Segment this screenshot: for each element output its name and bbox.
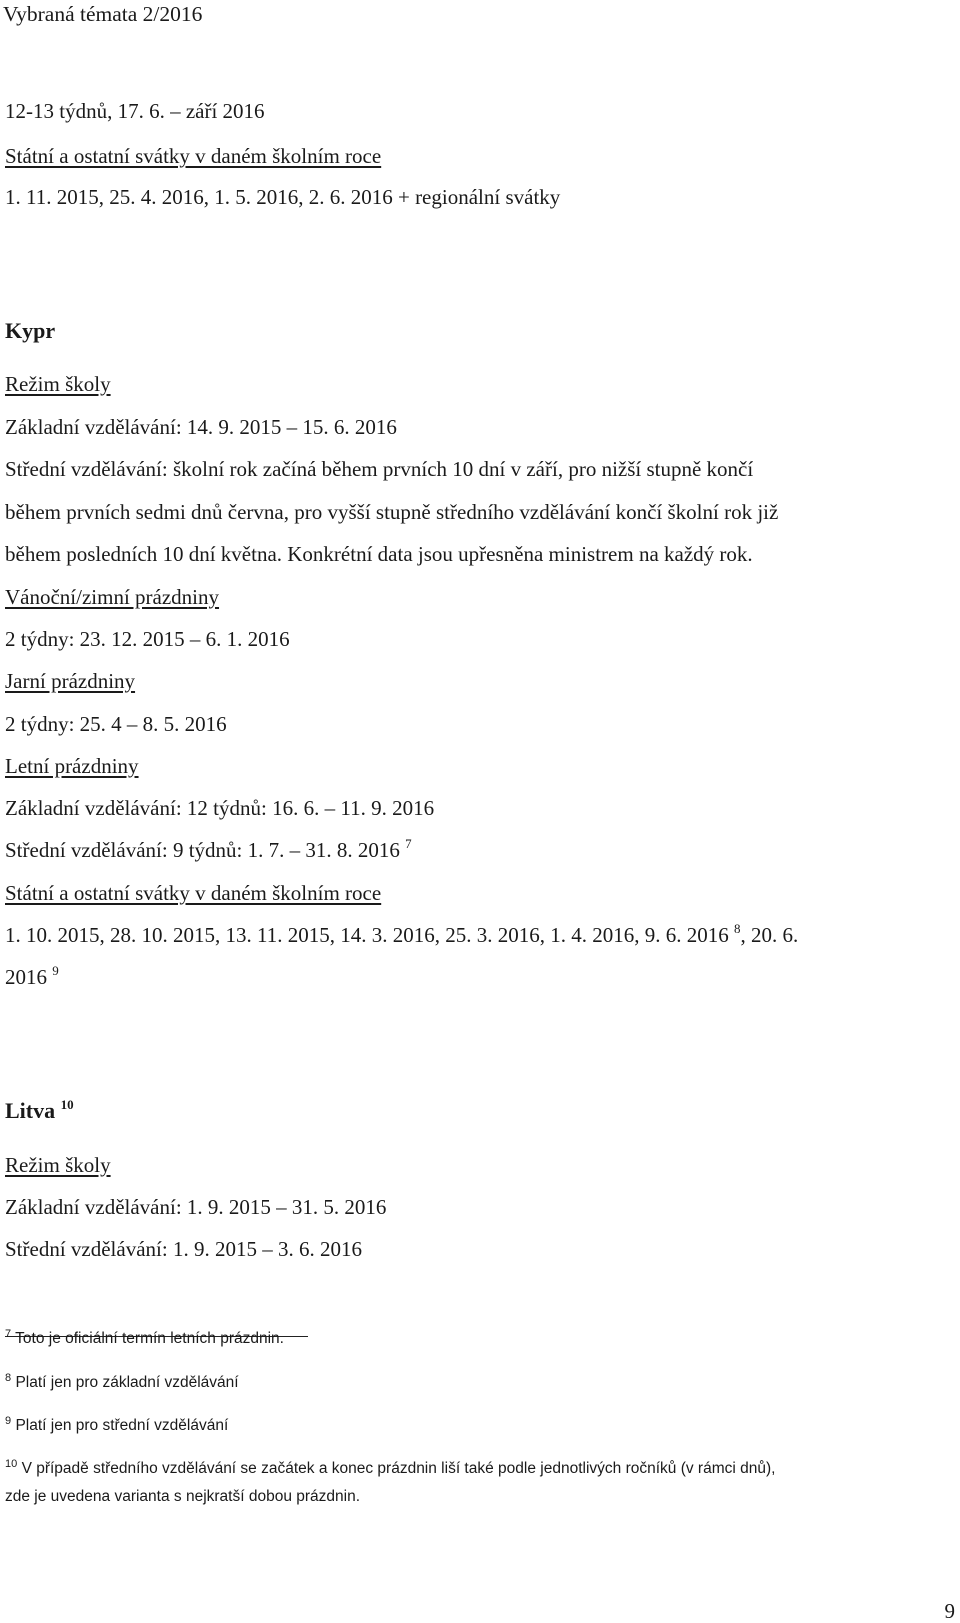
secondary-education-text: Střední vzdělávání: školní rok začíná během prvních 10 dní v září, pro nižší stupně končí [5, 457, 754, 481]
footnote-ref: 9 [52, 963, 59, 978]
secondary-education-dates: Střední vzdělávání: 1. 9. 2015 – 3. 6. 2016 [5, 1237, 362, 1261]
spring-holiday-heading: Jarní prázdniny [5, 669, 136, 693]
school-regime-heading: Režim školy [5, 372, 111, 396]
page-number: 9 [944, 1599, 955, 1623]
holidays-heading: Státní a ostatní svátky v daném školním roce [5, 144, 382, 168]
summer-holiday-heading: Letní prázdniny [5, 754, 139, 778]
spring-holiday-dates: 2 týdny: 25. 4 – 8. 5. 2016 [5, 712, 227, 736]
summer-secondary-dates: Střední vzdělávání: 9 týdnů: 1. 7. – 31. 8. 2016 $^7$ [5, 836, 412, 862]
running-header: Vybraná témata 2/2016 [3, 2, 203, 26]
school-regime-heading: Režim školy [5, 1153, 111, 1177]
footnote-ref: 7 [405, 836, 412, 851]
country-title: Litva $^{10}$ [5, 1097, 74, 1123]
footnote-8: $^8$ Platí jen pro základní vzdělávání [5, 1372, 239, 1391]
footnote-7: $^7$ Toto je oficiální termín letních prázdnin. [5, 1328, 284, 1347]
christmas-holiday-dates: 2 týdny: 23. 12. 2015 – 6. 1. 2016 [5, 627, 290, 651]
country-title: Kypr [5, 318, 56, 343]
holidays-dates: 1. 10. 2015, 28. 10. 2015, 13. 11. 2015, 14. 3. 2016, 25. 3. 2016, 1. 4. 2016, 9. 6. 2016 $^8$, 20. 6. [5, 921, 799, 947]
footnote-ref: 10 [60, 1097, 74, 1112]
footnote-10: $^{10}$ V případě středního vzdělávání se začátek a konec prázdnin liší také podle jednotlivých ročníků (v rámci dnů), [5, 1458, 776, 1477]
holidays-dates: 2016 $^9$ [5, 963, 59, 989]
basic-education-dates: Základní vzdělávání: 1. 9. 2015 – 31. 5. 2016 [5, 1195, 387, 1219]
holidays-heading: Státní a ostatní svátky v daném školním roce [5, 881, 382, 905]
summer-holiday-line: 12-13 týdnů, 17. 6. – září 2016 [5, 99, 265, 123]
footnote-10-continued: zde je uvedena varianta s nejkratší dobou prázdnin. [5, 1488, 361, 1505]
secondary-education-text: během prvních sedmi dnů června, pro vyšší stupně středního vzdělávání končí školní rok již [5, 500, 779, 524]
holidays-dates: 1. 11. 2015, 25. 4. 2016, 1. 5. 2016, 2. 6. 2016 + regionální svátky [5, 185, 561, 209]
footnote-9: $^9$ Platí jen pro střední vzdělávání [5, 1415, 229, 1434]
footnote-ref: 8 [733, 921, 741, 936]
summer-basic-dates: Základní vzdělávání: 12 týdnů: 16. 6. – 11. 9. 2016 [5, 796, 435, 820]
christmas-holiday-heading: Vánoční/zimní prázdniny [5, 585, 220, 609]
secondary-education-text: během posledních 10 dní května. Konkrétní data jsou upřesněna ministrem na každý rok. [5, 542, 753, 566]
basic-education-dates: Základní vzdělávání: 14. 9. 2015 – 15. 6. 2016 [5, 415, 397, 439]
